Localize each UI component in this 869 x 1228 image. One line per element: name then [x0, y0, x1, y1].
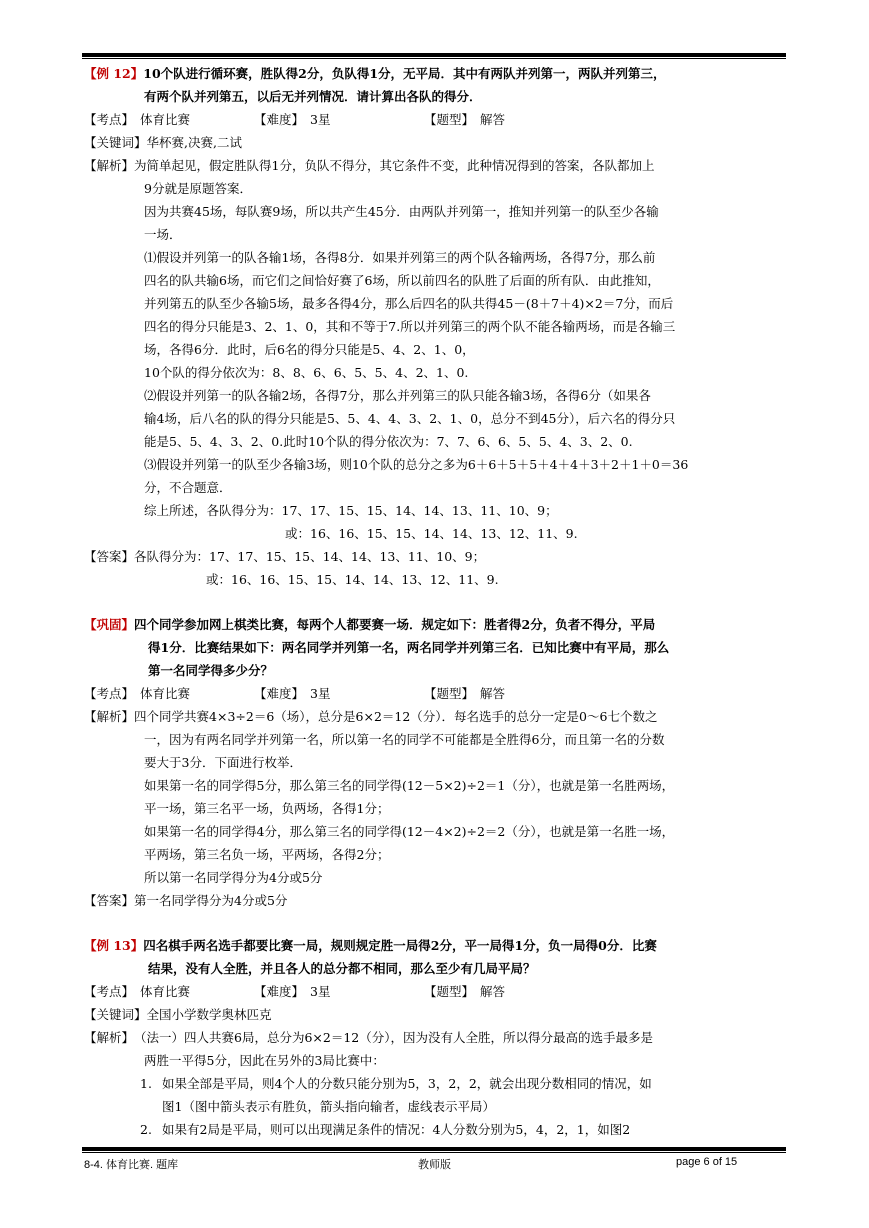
keywords-value: 全国小学数学奥林匹克 — [146, 1007, 272, 1022]
analysis-line: ⑵假设并列第一的队各输2场，各得7分，那么并列第三的队只能各输3场，各得6分（如果各 — [144, 388, 651, 403]
kaodian-label: 【考点】 — [84, 984, 135, 999]
analysis-line: 为简单起见，假定胜队得1分，负队不得分，其它条件不变，此种情况得到的答案，各队都加上 — [134, 158, 655, 173]
analysis-line: 10个队的得分依次为：8、8、6、6、5、5、4、2、1、0. — [144, 365, 469, 380]
analysis-line: 两胜一平得5分，因此在另外的3局比赛中： — [144, 1053, 385, 1068]
analysis-line: 并列第五的队至少各输5场，最多各得4分，那么后四名的队共得45－(8＋7＋4)×2＝7分，而后 — [144, 296, 674, 311]
nandu-label: 【难度】 — [254, 686, 305, 701]
analysis-line: 场，各得6分．此时，后6名的得分只能是5、4、2、1、0， — [144, 342, 475, 357]
analysis-line: 平两场，第三名负一场，平两场，各得2分； — [144, 847, 390, 862]
analysis-line: 四名的得分只能是3、2、1、0，其和不等于7.所以并列第三的两个队不能各输两场，而是各输三 — [144, 319, 676, 334]
analysis-label: 【解析】 — [84, 1030, 135, 1045]
footer-left: 8-4. 体育比赛. 题库 — [84, 1159, 179, 1171]
gonggu-question-line: 四个同学参加网上棋类比赛，每两个人都要赛一场．规定如下：胜者得2分，负者不得分，平局 — [134, 617, 656, 632]
list-item-number: 2. — [140, 1122, 152, 1137]
document-body — [84, 62, 786, 1141]
analysis-line: 如果第一名的同学得4分，那么第三名的同学得(12－4×2)÷2＝2（分），也就是第一名胜一场， — [144, 824, 675, 839]
example-12-question-cont: 有两个队并列第五，以后无并列情况．请计算出各队的得分． — [144, 89, 482, 104]
analysis-line: （法一）四人共赛6局，总分为6×2＝12（分），因为没有人全胜，所以得分最高的选手最多是 — [134, 1030, 654, 1045]
list-item-number: 1. — [140, 1076, 152, 1091]
analysis-line: 或：16、16、15、15、14、14、13、12、11、9. — [285, 526, 578, 541]
keywords-label: 【关键词】 — [84, 1007, 147, 1022]
nandu-value: 3星 — [310, 984, 331, 999]
tixing-label: 【题型】 — [424, 112, 475, 127]
analysis-line: 分，不合题意． — [144, 480, 232, 495]
answer-value-cont: 或：16、16、15、15、14、14、13、12、11、9. — [206, 572, 499, 587]
analysis-line: 四个同学共赛4×3÷2＝6（场），总分是6×2＝12（分）．每名选手的总分一定是0～6七个数之 — [134, 709, 658, 724]
kaodian-value: 体育比赛 — [140, 984, 191, 999]
analysis-line: 9分就是原题答案． — [144, 181, 252, 196]
kaodian-label: 【考点】 — [84, 686, 135, 701]
gonggu-question-cont: 得1分．比赛结果如下：两名同学并列第一名，两名同学并列第三名．已知比赛中有平局，那么 — [148, 640, 670, 655]
analysis-line: 综上所述，各队得分为：17、17、15、15、14、14、13、11、10、9； — [144, 503, 558, 518]
example-12-question — [84, 62, 786, 85]
footer-rule — [82, 1147, 786, 1153]
example-12-tag: 【例 12】 — [84, 66, 144, 81]
list-item-text: 如果有2局是平局，则可以出现满足条件的情况：4人分数分别为5，4，2，1，如图2 — [162, 1122, 631, 1137]
nandu-value: 3星 — [310, 112, 331, 127]
gonggu-question-cont: 第一名同学得多少分？ — [148, 663, 274, 678]
analysis-line: 因为共赛45场，每队赛9场，所以共产生45分．由两队并列第一，推知并列第一的队至少各输 — [144, 204, 659, 219]
example-13-question — [84, 934, 786, 957]
example-12-answer — [84, 545, 786, 568]
tixing-value: 解答 — [480, 112, 506, 127]
example-12-question-line: 10个队进行循环赛，胜队得2分，负队得1分，无平局．其中有两队并列第一，两队并列第三， — [143, 66, 666, 81]
list-item — [84, 1072, 786, 1095]
list-item — [84, 1118, 786, 1141]
list-item-text: 如果全部是平局，则4个人的分数只能分别为5，3，2，2，就会出现分数相同的情况，如 — [162, 1076, 652, 1091]
keywords-label: 【关键词】 — [84, 135, 147, 150]
answer-value: 第一名同学得分为4分或5分 — [134, 893, 288, 908]
example-13-analysis — [84, 1026, 786, 1049]
example-13-question-line: 四名棋手两名选手都要比赛一局，规则规定胜一局得2分，平一局得1分，负一局得0分．比赛 — [143, 938, 657, 953]
example-12-analysis — [84, 154, 786, 177]
gonggu-analysis — [84, 705, 786, 728]
nandu-label: 【难度】 — [254, 112, 305, 127]
analysis-line: 一场． — [144, 227, 182, 242]
gonggu-meta — [84, 682, 786, 705]
list-item-text-cont: 图1（图中箭头表示有胜负，箭头指向输者，虚线表示平局） — [162, 1099, 495, 1114]
analysis-line: ⑴假设并列第一的队各输1场，各得8分．如果并列第三的两个队各输两场，各得7分，那么前 — [144, 250, 656, 265]
analysis-line: 一，因为有两名同学并列第一名，所以第一名的同学不可能都是全胜得6分，而且第一名的分数 — [144, 732, 665, 747]
tixing-value: 解答 — [480, 984, 506, 999]
example-13-tag: 【例 13】 — [84, 938, 144, 953]
kaodian-value: 体育比赛 — [140, 686, 191, 701]
answer-value: 各队得分为：17、17、15、15、14、14、13、11、10、9； — [134, 549, 486, 564]
analysis-label: 【解析】 — [84, 158, 135, 173]
gonggu-question — [84, 613, 786, 636]
tixing-label: 【题型】 — [424, 686, 475, 701]
answer-label: 【答案】 — [84, 893, 135, 908]
footer-page-number: page 6 of 15 — [676, 1156, 738, 1168]
answer-label: 【答案】 — [84, 549, 135, 564]
analysis-line: 所以第一名同学得分为4分或5分 — [144, 870, 323, 885]
keywords-value: 华杯赛,决赛,二试 — [146, 135, 242, 150]
analysis-line: 平一场，第三名平一场，负两场，各得1分； — [144, 801, 390, 816]
gonggu-answer — [84, 889, 786, 912]
header-rule — [82, 53, 786, 59]
tixing-label: 【题型】 — [424, 984, 475, 999]
analysis-label: 【解析】 — [84, 709, 135, 724]
kaodian-label: 【考点】 — [84, 112, 135, 127]
tixing-value: 解答 — [480, 686, 506, 701]
analysis-line: ⑶假设并列第一的队至少各输3场，则10个队的总分之多为6＋6＋5＋5＋4＋4＋3＋2＋1＋0＝36 — [144, 457, 689, 472]
footer-center: 教师版 — [418, 1159, 451, 1171]
nandu-value: 3星 — [310, 686, 331, 701]
nandu-label: 【难度】 — [254, 984, 305, 999]
example-12-meta — [84, 108, 786, 131]
analysis-line: 如果第一名的同学得5分，那么第三名的同学得(12－5×2)÷2＝1（分），也就是第一名胜两场， — [144, 778, 675, 793]
example-12-keywords — [84, 131, 786, 154]
analysis-line: 四名的队共输6场，而它们之间恰好赛了6场，所以前四名的队胜了后面的所有队．由此推知， — [144, 273, 660, 288]
analysis-line: 输4场，后八名的队的得分只能是5、5、4、4、3、2、1、0，总分不到45分），后六名的得分只 — [144, 411, 676, 426]
kaodian-value: 体育比赛 — [140, 112, 191, 127]
analysis-line: 能是5、5、4、3、2、0.此时10个队的得分依次为：7、7、6、6、5、5、4、3、2、0. — [144, 434, 633, 449]
example-13-question-cont: 结果，没有人全胜，并且各人的总分都不相同，那么至少有几局平局？ — [148, 961, 536, 976]
example-13-meta — [84, 980, 786, 1003]
gonggu-tag: 【巩固】 — [84, 617, 135, 632]
example-13-keywords — [84, 1003, 786, 1026]
analysis-line: 要大于3分．下面进行枚举． — [144, 755, 302, 770]
